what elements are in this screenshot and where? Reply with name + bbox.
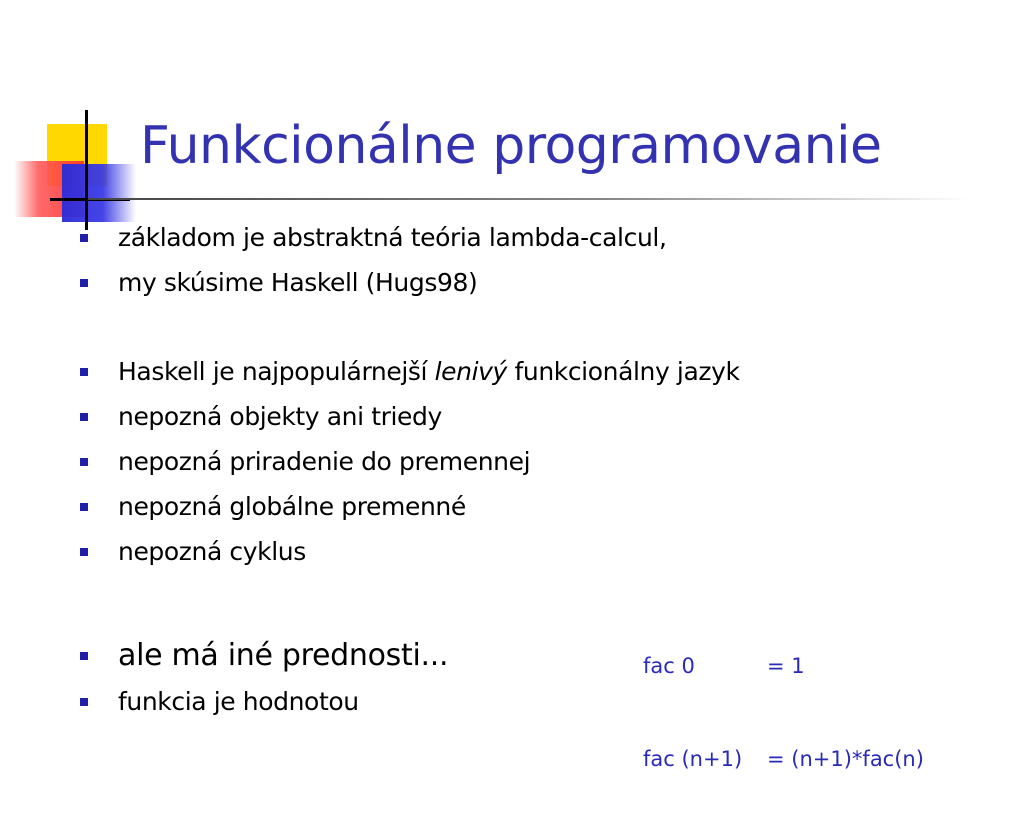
square-bullet-icon	[80, 368, 88, 376]
bullet-text: funkcia je hodnotou	[118, 687, 359, 716]
bullet-text-emphasis: lenivý	[434, 357, 507, 386]
bullet-item	[80, 401, 442, 433]
bullet-text-end: funkcionálny jazyk	[506, 357, 740, 386]
code-lhs: fac (n+1)	[643, 747, 743, 771]
bullet-item	[80, 536, 306, 568]
code-line	[643, 744, 924, 775]
logo-blue-square	[62, 164, 136, 222]
bullet-text: základom je abstraktná teória lambda-calcul,	[118, 223, 667, 252]
square-bullet-icon	[80, 698, 88, 706]
bullet-text-start: Haskell je najpopulárnejší	[118, 357, 435, 386]
bullet-text: my skúsime Haskell (Hugs98)	[118, 268, 478, 297]
bullet-item	[80, 637, 448, 675]
square-bullet-icon	[80, 413, 88, 421]
bullet-text: nepozná objekty ani triedy	[118, 402, 442, 431]
bullet-text: nepozná globálne premenné	[118, 492, 466, 521]
slide-logo-icon	[0, 0, 160, 240]
square-bullet-icon	[80, 279, 88, 287]
bullet-text: nepozná priradenie do premennej	[118, 447, 531, 476]
code-lhs: fac 0	[643, 654, 695, 678]
bullet-item	[80, 222, 667, 254]
bullet-text	[118, 356, 740, 388]
square-bullet-icon	[80, 234, 88, 242]
bullet-text: ale má iné prednosti...	[118, 638, 449, 673]
bullet-item	[80, 267, 477, 299]
bullet-item	[80, 491, 466, 523]
square-bullet-icon	[80, 458, 88, 466]
bullet-item	[80, 356, 740, 388]
logo-vertical-line	[85, 110, 88, 230]
code-rhs: = (n+1)*fac(n)	[767, 747, 924, 771]
bullet-item	[80, 446, 530, 478]
code-snippet	[643, 589, 924, 837]
title-divider	[88, 198, 968, 200]
square-bullet-icon	[80, 503, 88, 511]
bullet-item	[80, 686, 359, 718]
square-bullet-icon	[80, 652, 88, 660]
code-rhs: = 1	[767, 654, 805, 678]
bullet-text: nepozná cyklus	[118, 537, 306, 566]
code-line	[643, 651, 924, 682]
square-bullet-icon	[80, 548, 88, 556]
slide-title: Funkcionálne programovanie	[140, 116, 882, 176]
